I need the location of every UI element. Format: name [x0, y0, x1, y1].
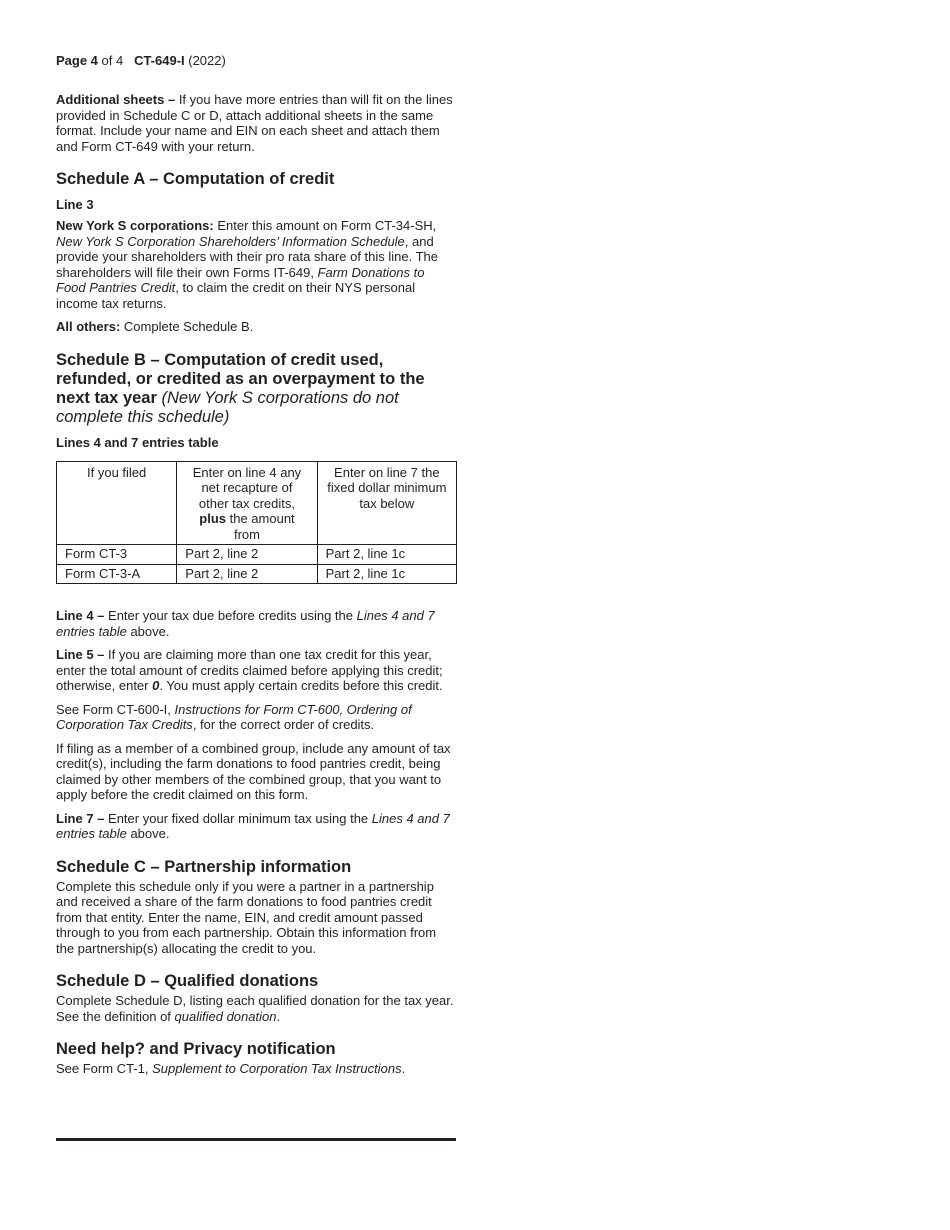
- line-7-italic: Lines 4 and 7 entries table: [56, 810, 450, 841]
- table-cell-line7: Part 2, line 1c: [317, 564, 456, 584]
- all-others-text: Complete Schedule B.: [120, 319, 254, 334]
- table-cell-line4: Part 2, line 2: [177, 545, 317, 565]
- see-text-2: , for the correct order of credits.: [192, 717, 375, 732]
- nys-text-3: , to claim the credit on their NYS personal income tax returns.: [56, 280, 416, 311]
- nys-text-2: , and provide your shareholders with their pro rata share of this line. The shareholders will file their own Forms IT-649,: [56, 233, 439, 280]
- nys-corporations-paragraph: [56, 218, 456, 311]
- schedule-d-italic: qualified donation: [174, 1008, 277, 1024]
- col-line-7: Enter on line 7 the fixed dollar minimum tax below: [317, 461, 456, 545]
- bottom-rule: [56, 1138, 456, 1141]
- schedule-b-heading-italic: (New York S corporations do not complete this schedule): [56, 388, 399, 426]
- see-ct-600-paragraph: [56, 702, 456, 733]
- line-5-paragraph: [56, 647, 456, 694]
- line-5-text-1: If you are claiming more than one tax credit for this year, enter the total amount of credits claimed before applying this credit; otherwise, enter: [56, 647, 443, 693]
- line-4-text-2: above.: [126, 623, 170, 639]
- see-italic: Instructions for Form CT-600, Ordering of Corporation Tax Credits: [56, 701, 412, 732]
- line-4-paragraph: [56, 608, 456, 639]
- page-number: Page 4: [56, 53, 98, 68]
- page-column: [56, 52, 456, 1085]
- line-3-label: Line 3: [56, 197, 94, 212]
- schedule-c-heading: Schedule C – Partnership information: [56, 857, 352, 876]
- entries-table-header-row: [57, 461, 457, 545]
- page-total: of 4: [97, 53, 124, 68]
- line-7-paragraph: [56, 811, 456, 842]
- form-year: (2022): [184, 53, 226, 68]
- nys-italic-2: Farm Donations to Food Pantries Credit: [56, 264, 425, 295]
- additional-sheets-text: If you have more entries than will fit on the lines provided in Schedule C or D, attach additional sheets in the same format. Include your name and EIN on each sheet and attach them and Form CT-649 with your return.: [56, 92, 453, 154]
- need-help-text-2: .: [401, 1061, 406, 1076]
- combined-group-paragraph: If filing as a member of a combined group, include any amount of tax credit(s), including the farm donations to food pantries credit, being claimed by other members of the combined group, that you want to apply before the credit claimed on this form.: [56, 740, 451, 802]
- col-line-4: [177, 461, 317, 545]
- schedule-d-paragraph: [56, 993, 456, 1024]
- all-others-paragraph: [56, 319, 456, 335]
- table-cell-line7: Part 2, line 1c: [317, 545, 456, 565]
- col-line-4-text-a: Enter on line 4 any net recapture of other tax credits,: [192, 464, 302, 511]
- line-5-text-2: . You must apply certain credits before this credit.: [159, 678, 443, 693]
- line-7-lead: Line 7 –: [56, 810, 105, 826]
- see-text-1: See Form CT-600-I,: [56, 701, 175, 717]
- table-cell-form: Form CT-3: [57, 545, 177, 565]
- line-7-text-2: above.: [126, 826, 170, 841]
- col-line-4-text-b: the amount from: [226, 511, 295, 542]
- need-help-text-1: See Form CT-1,: [56, 1061, 153, 1076]
- need-help-italic: Supplement to Corporation Tax Instructions: [152, 1061, 402, 1076]
- table-cell-form: Form CT-3-A: [57, 564, 177, 584]
- line-4-lead: Line 4 –: [56, 608, 105, 623]
- line-7-text-1: Enter your fixed dollar minimum tax using the: [104, 810, 372, 826]
- line-5-zero: 0: [152, 678, 160, 693]
- need-help-heading: Need help? and Privacy notification: [56, 1040, 336, 1058]
- table-row: [57, 545, 457, 565]
- schedule-c-paragraph: Complete this schedule only if you were a partner in a partnership and received a share of the farm donations to food pantries credit from that entity. Enter the name, EIN, and credit amount passed through to you from each partnership. Obtain this information from the partnership(s) allocating the credit to you.: [56, 878, 437, 956]
- all-others-lead: All others:: [56, 319, 121, 334]
- nys-text-1: Enter this amount on Form CT-34-SH,: [213, 218, 437, 233]
- line-4-text-1: Enter your tax due before credits using the: [104, 608, 357, 623]
- line-5-lead: Line 5 –: [56, 647, 105, 662]
- page-header: [56, 52, 456, 70]
- additional-sheets-paragraph: [56, 92, 456, 154]
- schedule-b-heading: [56, 351, 456, 427]
- form-id: CT-649-I: [134, 53, 185, 68]
- col-if-you-filed: If you filed: [57, 461, 177, 545]
- entries-table: [56, 461, 457, 585]
- col-line-4-plus: plus: [199, 511, 226, 526]
- schedule-d-heading: Schedule D – Qualified donations: [56, 972, 319, 990]
- entries-table-title: Lines 4 and 7 entries table: [56, 434, 219, 450]
- nys-lead: New York S corporations:: [56, 218, 214, 233]
- line-4-italic: Lines 4 and 7 entries table: [56, 608, 435, 639]
- need-help-paragraph: [56, 1061, 456, 1077]
- nys-italic-1: New York S Corporation Shareholders’ Information Schedule: [56, 233, 405, 249]
- schedule-d-text-1: Complete Schedule D, listing each qualified donation for the tax year. See the definition of: [56, 993, 454, 1024]
- table-cell-line4: Part 2, line 2: [177, 564, 317, 584]
- table-row: [57, 564, 457, 584]
- schedule-d-text-2: .: [276, 1008, 281, 1024]
- additional-sheets-lead: Additional sheets –: [56, 92, 176, 107]
- schedule-b-heading-bold: Schedule B – Computation of credit used, refunded, or credited as an overpayment to the next tax year: [56, 350, 425, 407]
- schedule-a-heading: Schedule A – Computation of credit: [56, 170, 335, 188]
